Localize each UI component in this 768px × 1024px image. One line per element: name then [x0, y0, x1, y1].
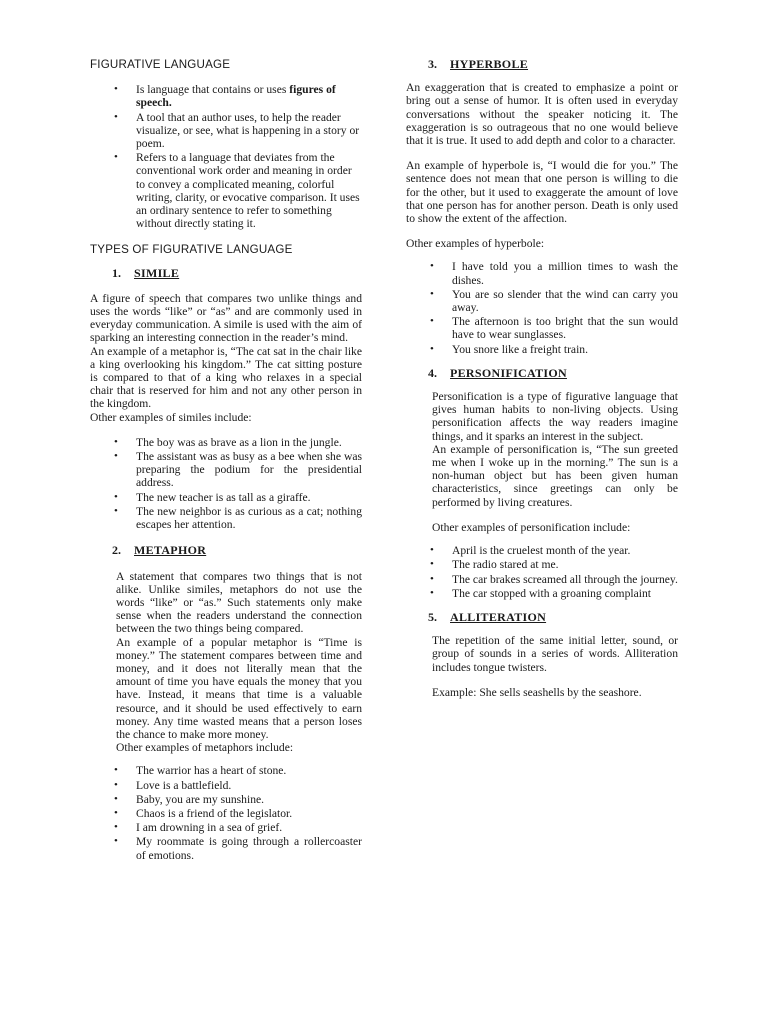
simile-other-examples-label: Other examples of similes include:	[90, 410, 252, 424]
hyperbole-example: An example of hyperbole is, “I would die for you.” The sentence does not mean that one person is willing to die for the other, but it used to exaggerate the amount of love that one person has for another person. Death is only used to show the extent of the affection.	[406, 159, 678, 226]
list-item: • I am drowning in a sea of grief.	[136, 821, 362, 834]
hyperbole-examples-list	[406, 260, 678, 355]
alliteration-example: Example: She sells seashells by the seashore.	[432, 685, 642, 699]
alliteration-definition: The repetition of the same initial letter, sound, or group of sounds in a series of words. Alliteration includes tongue twisters.	[432, 634, 678, 674]
list-item: • The boy was as brave as a lion in the jungle.	[136, 436, 362, 449]
simile-definition: A figure of speech that compares two unlike things and uses the words “like” or “as” and are commonly used in everyday communication. A simile is used with the aim of sparking an interesting connection in the reader’s mind.	[90, 291, 362, 345]
list-item: • The assistant was as busy as a bee when she was preparing the podium for the presidential address.	[136, 450, 362, 490]
metaphor-other-examples-label: Other examples of metaphors include:	[116, 741, 294, 755]
personification-examples-list	[406, 544, 678, 600]
list-item: • The car stopped with a groaning complaint	[452, 587, 678, 600]
section-heading-alliteration: 5. ALLITERATION	[428, 609, 547, 624]
hyperbole-other-examples-label: Other examples of hyperbole:	[406, 237, 545, 251]
list-item: • My roommate is going through a rollercoaster of emotions.	[136, 835, 362, 861]
personification-definition: Personification is a type of figurative language that gives human habits to non-living objects. Using personification affects the way readers imagine things, and it sparks an interest in the subject.	[432, 390, 678, 443]
list-item: • April is the cruelest month of the year.	[452, 544, 678, 557]
right-column	[406, 58, 678, 699]
simile-example: An example of a metaphor is, “The cat sat in the chair like a king overlooking his kingdom.” The cat sitting posture is compared to that of a king who relaxes in a special chair that is reserved for him and not any other person in the kingdom.	[90, 344, 362, 411]
list-item: • You snore like a freight train.	[452, 343, 678, 356]
section-heading-simile: 1. SIMILE	[112, 265, 180, 280]
list-item: • You are so slender that the wind can carry you away.	[452, 288, 678, 314]
intro-list	[90, 83, 362, 230]
metaphor-examples-list	[90, 764, 362, 861]
list-item: • The new teacher is as tall as a giraffe.	[136, 491, 362, 504]
document-title: FIGURATIVE LANGUAGE	[90, 58, 231, 71]
list-item: • A tool that an author uses, to help the reader visualize, or see, what is happening in a story or poem.	[136, 111, 362, 151]
list-item: • Refers to a language that deviates from the conventional work order and meaning in order to convey a complicated meaning, colorful writing, clarity, or evocative comparison. It uses an ordinary sentence to refer to something without directly stating it.	[136, 151, 362, 230]
personification-other-examples-label: Other examples of personification include:	[432, 520, 631, 534]
list-item: • Love is a battlefield.	[136, 779, 362, 792]
list-item: • I have told you a million times to wash the dishes.	[452, 260, 678, 286]
simile-examples-list	[90, 436, 362, 531]
list-item: • The afternoon is too bright that the sun would have to wear sunglasses.	[452, 315, 678, 341]
metaphor-example: An example of a popular metaphor is “Time is money.” The statement compares between time and money, and it does not literally mean that the amount of time you have equals the money that you have. Instead, it means that time is a valuable resource, and it should be used effectively to earn money. Any time wasted means that a person loses the chance to make more money.	[116, 635, 362, 741]
list-item: • The warrior has a heart of stone.	[136, 764, 362, 777]
section-heading-personification: 4. PERSONIFICATION	[428, 365, 567, 380]
list-item: • Baby, you are my sunshine.	[136, 793, 362, 806]
metaphor-definition: A statement that compares two things that is not alike. Unlike similes, metaphors do not use the words “like” or “as.” Such statements only make sense when the readers understand the connection between the two things being compared.	[116, 569, 362, 636]
list-item: • The new neighbor is as curious as a cat; nothing escapes her attention.	[136, 505, 362, 531]
list-item: • The radio stared at me.	[452, 558, 678, 571]
personification-example: An example of personification is, “The sun greeted me when I woke up in the morning.” The sun is a non-human object but has been given human characteristics, since greetings can only be performed by living creatures.	[432, 442, 678, 509]
types-heading: TYPES OF FIGURATIVE LANGUAGE	[90, 243, 293, 257]
section-heading-metaphor: 2. METAPHOR	[112, 543, 207, 558]
hyperbole-definition: An exaggeration that is created to emphasize a point or bring out a sense of humor. It is often used in everyday conversations without the speaker noticing it. The exaggeration is so outrageous that no one would believe that it is true. It used to add depth and color to a character.	[406, 81, 678, 148]
left-column	[90, 58, 362, 863]
list-item: • Is language that contains or uses figures of speech.	[136, 83, 362, 109]
list-item: • Chaos is a friend of the legislator.	[136, 807, 362, 820]
section-heading-hyperbole: 3. HYPERBOLE	[428, 57, 529, 71]
list-item: • The car brakes screamed all through the journey.	[452, 573, 678, 586]
